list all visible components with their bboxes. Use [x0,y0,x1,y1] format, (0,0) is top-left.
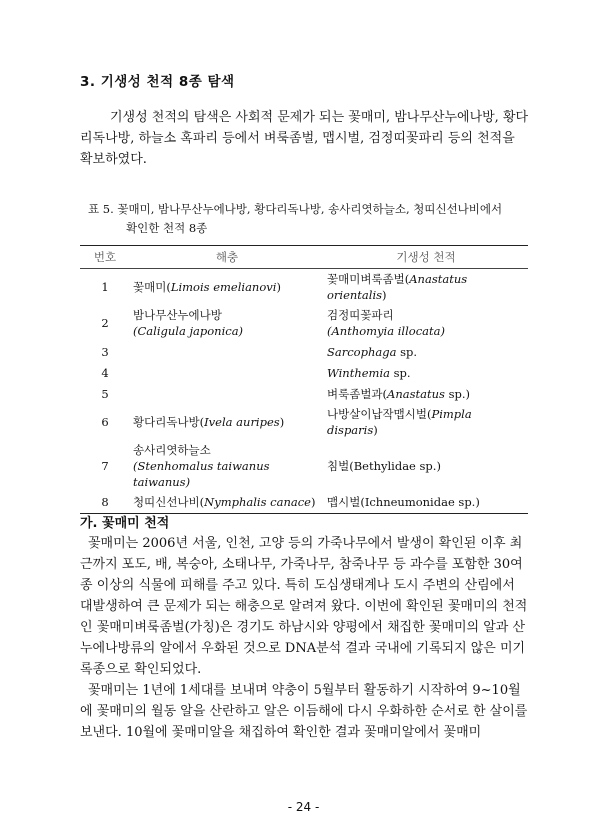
pest-scientific-name: Limois emelianovi [170,280,277,294]
paragraph-2-text: 꽃매미는 2006년 서울, 인천, 고양 등의 가죽나무에서 발생이 확인된 이후 최근까지 포도, 배, 복숭아, 소태나무, 가죽나무, 참죽나무 등 과수를 포함한 30여종 이상의 식물에 피해를 주고 있다. 특히 도심생태계나 도시 주변의 산림에서 대발생하여 큰 문제가 되는 해충으로 알려져 왔다. 이번에 확인된 꽃매미의 천적인 꽃매미벼룩좀벌(가칭)은 경기도 하남시와 양평에서 채집한 꽃매미의 알과 산누에나방류의 알에서 우화된 것으로 DNA분석 결과 국내에 기록되지 않은 미기록종으로 확인되었다. [80,536,528,677]
pest-name: 꽃매미( [133,280,171,294]
pest-scientific-line: (Caligula japonica) [133,324,244,338]
parasitoid-scientific-name: Sarcophaga [327,344,397,359]
parasitoid-name: 침벌(Bethylidae sp.) [327,459,441,473]
cell-pest [130,269,324,306]
cell-parasitoid [324,305,528,341]
cell-number [80,269,130,306]
parasitoid-scientific-name: Winthemia [327,365,390,380]
table-row [80,305,528,341]
pest-name-tail: ) [276,280,281,294]
table-row [80,362,528,383]
parasitoid-name: 꽃매미벼룩좀벌( [327,272,410,286]
parasitoid-name: 나방살이납작맵시벌( [327,407,432,421]
cell-pest [130,383,324,404]
cell-parasitoid [324,383,528,404]
cell-parasitoid [324,341,528,362]
header-parasitoid: 기생성 천적 [324,246,528,269]
cell-number [80,383,130,404]
parasitoid-name: 벼룩좀벌과( [327,386,388,401]
cell-number [80,492,130,513]
row-number: 8 [101,495,109,510]
table-caption-line1: 표 5. 꽃매미, 밤나무산누에나방, 황다리독나방, 송사리엿하늘소, 청띠신선나비에서 [88,202,503,216]
cell-pest [130,440,324,492]
cell-parasitoid [324,440,528,492]
intro-paragraph: 기생성 천적의 탐색은 사회적 문제가 되는 꽃매미, 밤나무산누에나방, 황다리독나방, 하늘소 혹파리 등에서 벼룩좀벌, 맵시벌, 검정띠꽃파리 등의 천적을 확보하였다. [80,110,529,167]
table-caption [88,200,533,238]
subsection-title: 가. 꽃매미 천적 [80,516,170,531]
pest-name-tail: ) [310,495,316,510]
parasitoid-name-tail: ) [373,423,378,437]
page-number: - 24 - [287,800,320,814]
pest-scientific-name: Ivela auripes [204,415,280,429]
pest-scientific-line: (Stenhomalus taiwanus taiwanus) [133,459,270,489]
cell-parasitoid [324,492,528,513]
table-row [80,341,528,362]
parasitoid-scientific-name: Anastatus orientalis [327,272,468,302]
parasitoid-name: 검정띠꽃파리 [327,308,394,322]
cell-number [80,440,130,492]
cell-pest [130,362,324,383]
table-row [80,492,528,513]
parasitoid-table [80,245,528,514]
parasitoid-scientific-name: Pimpla disparis [327,407,472,437]
pest-name: 청띠신선나비( [133,495,205,510]
row-number: 7 [101,459,109,473]
row-number: 4 [101,365,109,380]
cell-parasitoid [324,362,528,383]
cell-parasitoid [324,269,528,306]
pest-name: 황다리독나방( [133,415,205,429]
cell-number [80,362,130,383]
parasitoid-name-tail: sp. [396,344,418,359]
row-number: 2 [101,316,109,330]
cell-number [80,341,130,362]
cell-number [80,404,130,440]
table-row [80,440,528,492]
pest-name: 밤나무산누에나방 [133,308,222,322]
cell-pest [130,305,324,341]
table-row [80,269,528,306]
section-title: 3. 기생성 천적 8종 탐색 [80,74,235,90]
paragraph-3-text: 꽃매미는 1년에 1세대를 보내며 약충이 5월부터 활동하기 시작하여 9~10월에 꽃매미의 월동 알을 산란하고 알은 이듬해에 다시 우화하한 순서로 한 살이를 보낸다. 10월에 꽃매미알을 채집하여 확인한 결과 꽃매미알에서 꽃매미 [80,683,528,740]
header-pest: 해충 [130,246,324,269]
parasitoid-scientific-line: (Anthomyia illocata) [327,324,445,338]
row-number: 6 [101,415,109,429]
cell-pest [130,492,324,513]
parasitoid-scientific-name: Anastatus [387,386,445,401]
cell-pest [130,404,324,440]
pest-scientific-name: Nymphalis canace [204,495,311,510]
paragraph-2 [80,533,530,743]
cell-pest [130,341,324,362]
cell-parasitoid [324,404,528,440]
parasitoid-name-tail: sp.) [444,386,470,401]
cell-number [80,305,130,341]
parasitoid-name-tail: sp. [389,365,411,380]
row-number: 1 [101,280,109,294]
row-number: 5 [101,386,109,401]
table-row [80,404,528,440]
pest-name: 송사리엿하늘소 [133,443,211,457]
header-number: 번호 [80,246,130,269]
table-row [80,383,528,404]
parasitoid-name-tail: ) [382,288,387,302]
pest-name-tail: ) [279,415,285,429]
parasitoid-name: 맵시벌(Ichneumonidae sp.) [327,495,480,510]
table-caption-line2: 확인한 천적 8종 [126,221,208,235]
table-header-row [80,246,528,269]
row-number: 3 [101,344,109,359]
